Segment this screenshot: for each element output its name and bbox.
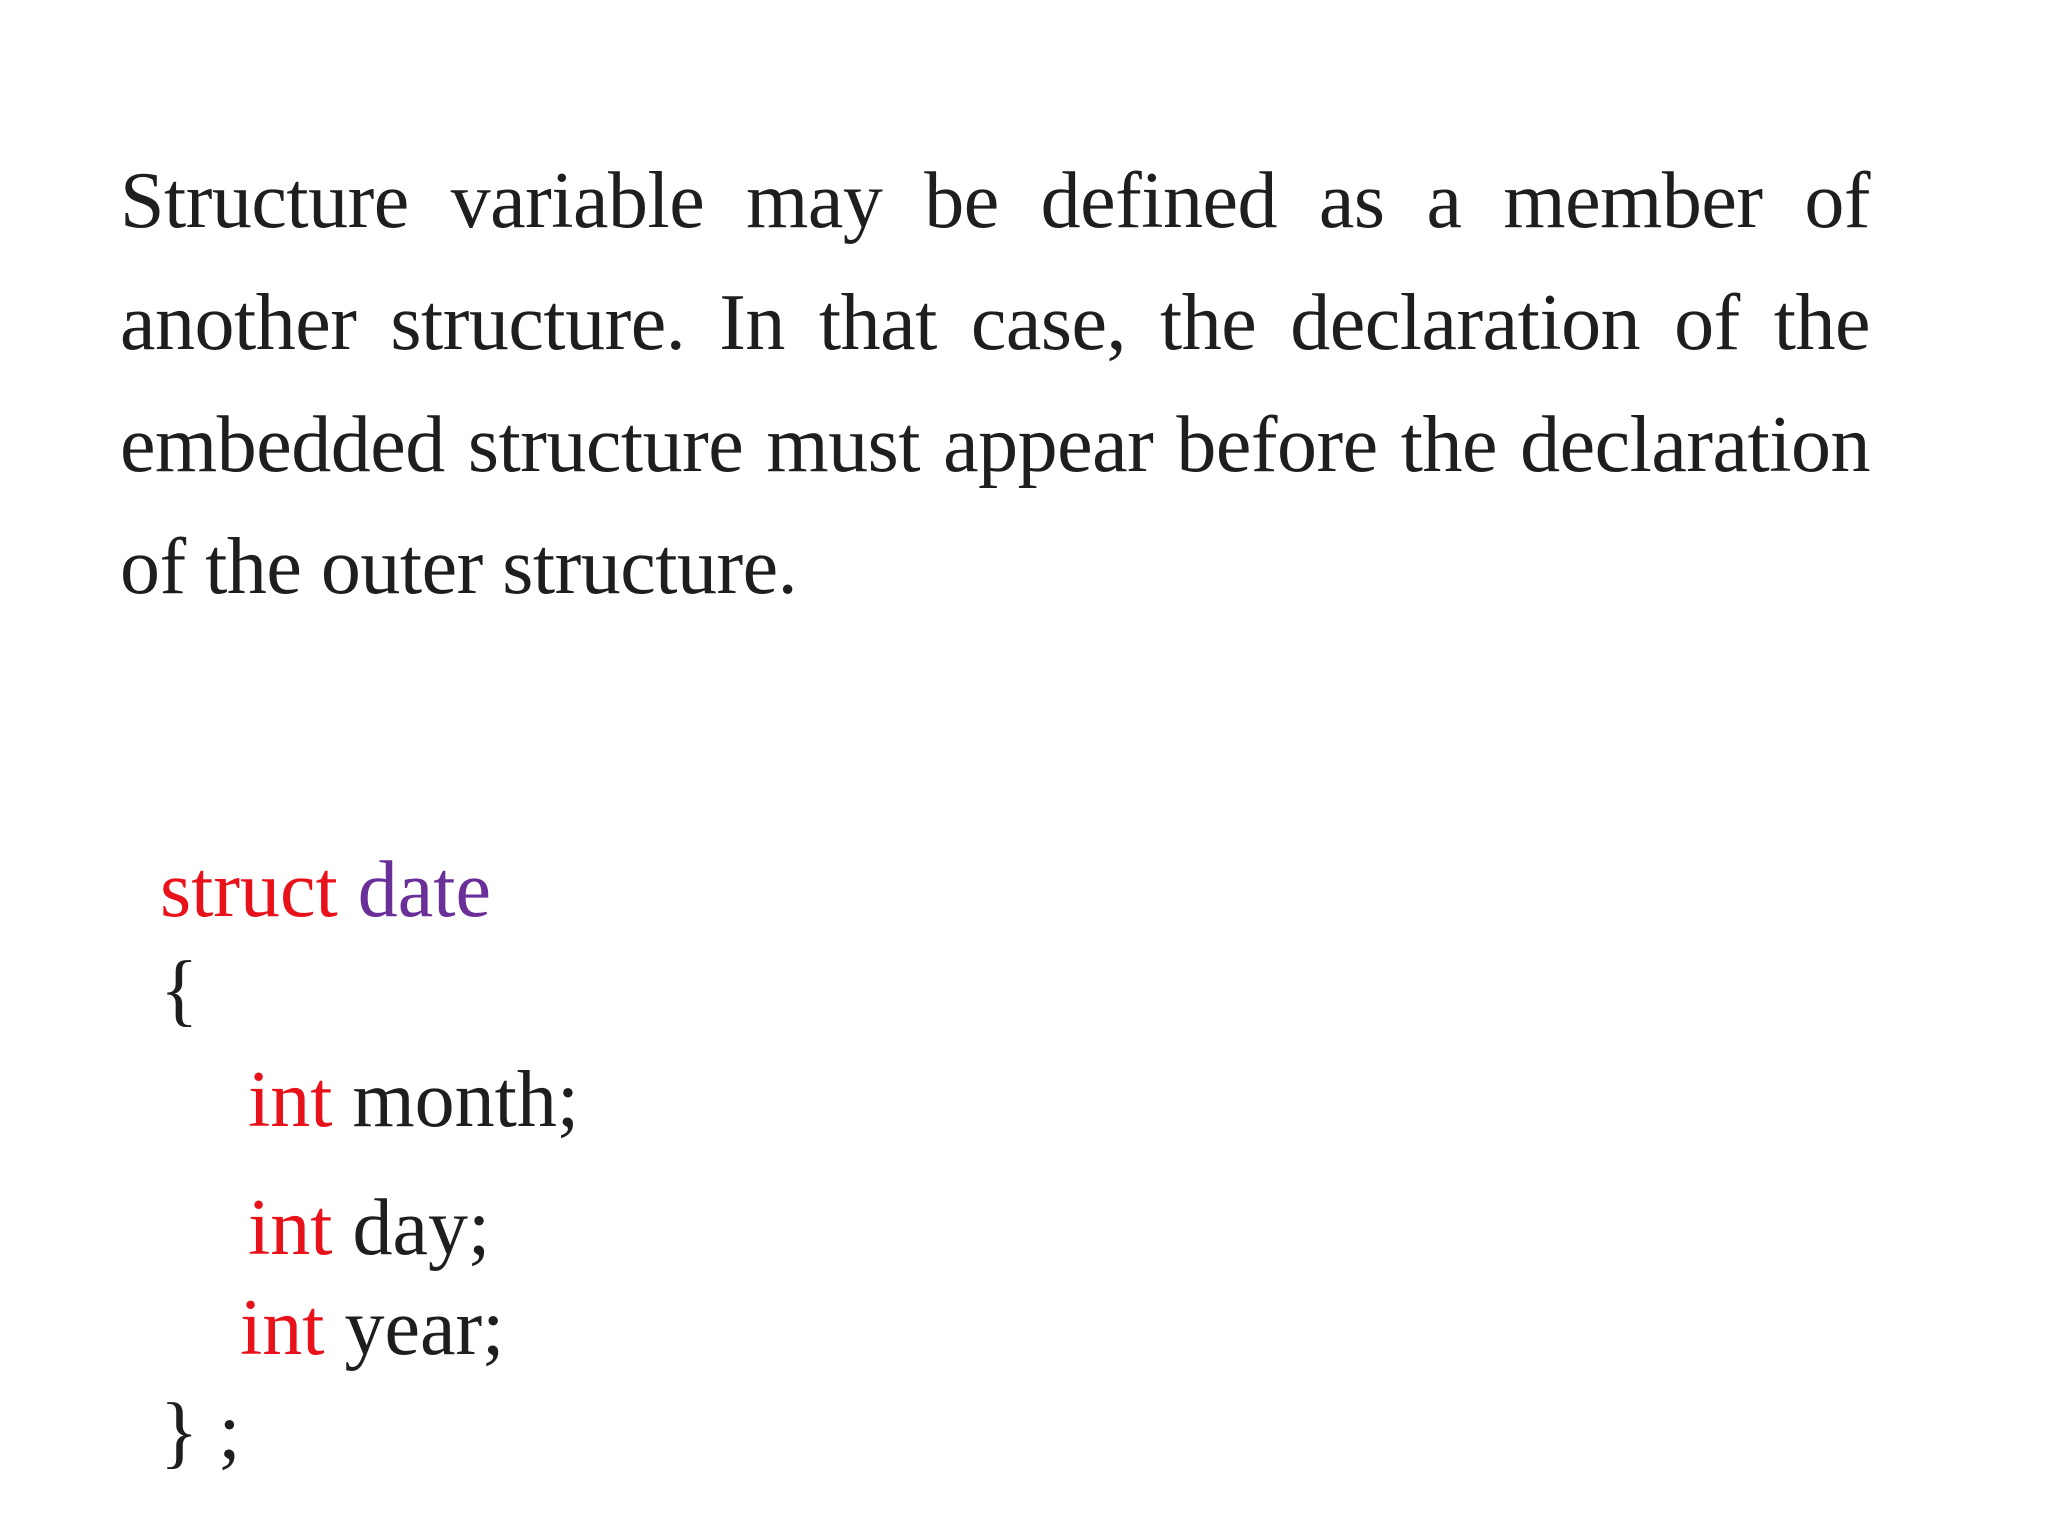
code-line-close-brace (120, 1282, 241, 1482)
member-year: year; (344, 1284, 505, 1372)
open-brace: { (160, 946, 199, 1034)
member-month: month; (352, 1056, 580, 1144)
member-day: day; (352, 1184, 491, 1272)
intro-paragraph: Structure variable may be defined as a member of another structure. In that case, the declaration of the embedded structure must appear before the declaration of the outer structure. (120, 157, 1870, 611)
struct-keyword: struct (160, 846, 338, 934)
type-keyword-int: int (248, 1184, 333, 1272)
close-brace: } ; (160, 1388, 241, 1476)
type-keyword-int: int (240, 1284, 325, 1372)
code-line-open-brace (120, 840, 198, 1040)
type-keyword-int: int (248, 1056, 333, 1144)
struct-name: date (357, 846, 491, 934)
code-line-year (200, 1178, 504, 1378)
